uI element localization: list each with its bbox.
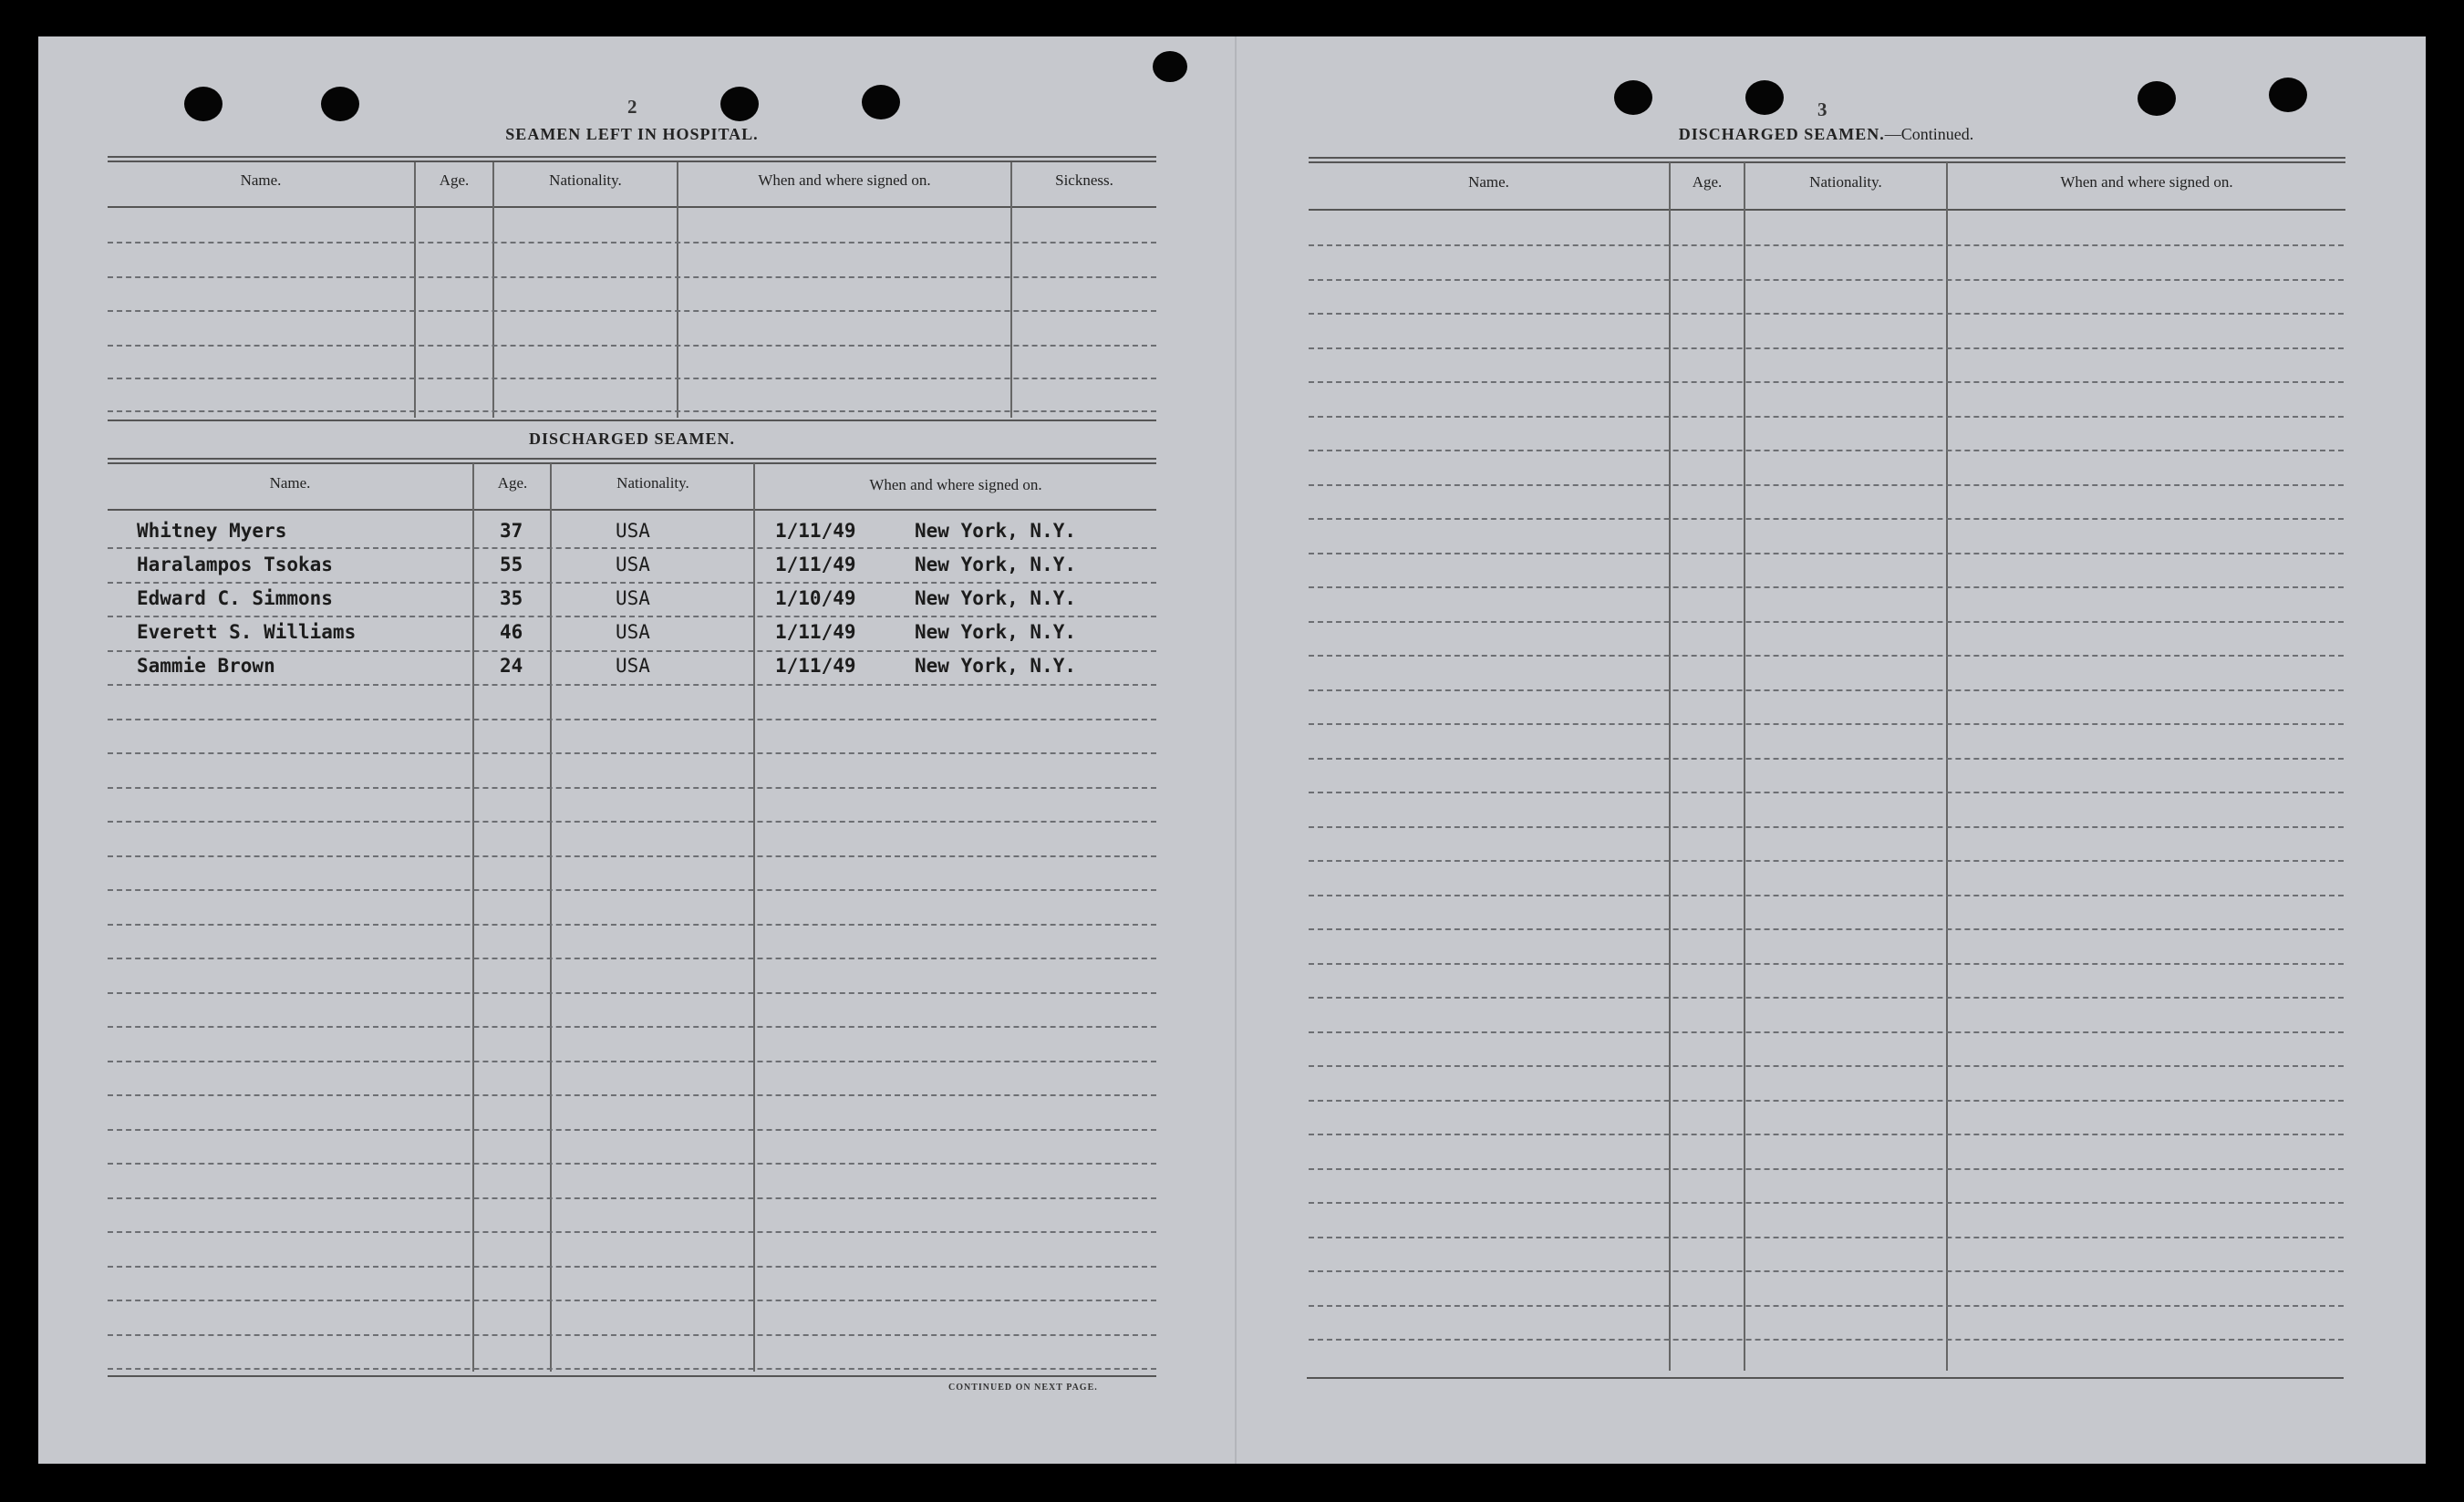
continued-row-line: [1309, 758, 2344, 760]
punch-hole: [1745, 80, 1784, 115]
discharged-header-name: Name.: [269, 474, 311, 492]
discharged-continued-title-text: DISCHARGED SEAMEN.: [1678, 125, 1885, 143]
hospital-header-age: Age.: [439, 171, 470, 189]
seaman-name: Sammie Brown: [137, 655, 275, 677]
seaman-age: 35: [500, 587, 523, 609]
hospital-row-line: [108, 276, 1156, 278]
discharged-row-line: [108, 582, 1156, 584]
seaman-nationality: USA: [616, 621, 650, 643]
discharged-header-signed-on: When and where signed on.: [869, 476, 1042, 493]
right-header-signed-on: When and where signed on.: [2060, 173, 2233, 191]
hospital-row-line: [108, 410, 1156, 412]
discharged-row-line: [108, 1094, 1156, 1096]
hospital-bottom-rule: [108, 420, 1156, 421]
discharged-bottom-rule: [108, 1375, 1156, 1377]
discharged-continued-suffix: —Continued.: [1884, 125, 1974, 143]
continued-row-line: [1309, 860, 2344, 862]
hospital-header-rule: [108, 206, 1156, 208]
seaman-signed-date: 1/11/49: [775, 520, 856, 542]
continued-row-line: [1309, 416, 2344, 418]
continued-row-line: [1309, 1065, 2344, 1067]
hospital-header-name: Name.: [240, 171, 282, 189]
seaman-signed-place: New York, N.Y.: [915, 621, 1077, 643]
continued-row-line: [1309, 381, 2344, 383]
discharged-row-line: [108, 1163, 1156, 1165]
right-header-rule: [1309, 209, 2345, 211]
seaman-age: 37: [500, 520, 523, 542]
discharged-col-divider: [753, 463, 755, 1372]
hospital-row-line: [108, 310, 1156, 312]
continued-row-line: [1309, 792, 2344, 793]
continued-note: CONTINUED ON NEXT PAGE.: [948, 1383, 1098, 1393]
seaman-signed-place: New York, N.Y.: [915, 554, 1077, 575]
right-col-divider: [1669, 162, 1671, 1371]
discharged-row-line: [108, 855, 1156, 857]
discharged-header-age: Age.: [497, 474, 528, 492]
continued-row-line: [1309, 1339, 2344, 1341]
seaman-signed-date: 1/10/49: [775, 587, 856, 609]
continued-row-line: [1309, 586, 2344, 588]
seaman-age: 55: [500, 554, 523, 575]
punch-hole: [862, 85, 900, 119]
discharged-col-divider: [472, 463, 474, 1372]
continued-row-line: [1309, 928, 2344, 930]
seaman-nationality: USA: [616, 554, 650, 575]
discharged-row-line: [108, 821, 1156, 823]
hospital-row-line: [108, 242, 1156, 243]
continued-row-line: [1309, 1031, 2344, 1033]
hospital-col-divider: [414, 162, 416, 418]
discharged-col-divider: [550, 463, 552, 1372]
continued-row-line: [1309, 689, 2344, 691]
right-header-age: Age.: [1692, 173, 1723, 191]
continued-row-line: [1309, 1305, 2344, 1307]
discharged-row-line: [108, 719, 1156, 720]
hospital-col-divider: [492, 162, 494, 418]
seaman-nationality: USA: [616, 587, 650, 609]
hospital-header-nationality: Nationality.: [549, 171, 622, 189]
document-sheet: [38, 36, 2426, 1464]
discharged-row-line: [108, 1368, 1156, 1370]
punch-hole: [321, 87, 359, 121]
discharged-row-line: [108, 1061, 1156, 1062]
continued-row-line: [1309, 826, 2344, 828]
discharged-header-rule: [108, 509, 1156, 511]
hospital-row-line: [108, 378, 1156, 379]
hospital-row-line: [108, 345, 1156, 347]
discharged-header-nationality: Nationality.: [616, 474, 689, 492]
continued-row-line: [1309, 621, 2344, 623]
discharged-top-rule: [108, 458, 1156, 464]
continued-row-line: [1309, 450, 2344, 451]
continued-row-line: [1309, 484, 2344, 486]
right-col-divider: [1946, 162, 1948, 1371]
discharged-row-line: [108, 650, 1156, 652]
discharged-row-line: [108, 547, 1156, 549]
continued-row-line: [1309, 997, 2344, 999]
page-fold: [1235, 36, 1237, 1464]
continued-row-line: [1309, 963, 2344, 965]
continued-row-line: [1309, 518, 2344, 520]
continued-row-line: [1309, 895, 2344, 896]
right-bottom-rule: [1307, 1377, 2344, 1379]
seaman-signed-date: 1/11/49: [775, 554, 856, 575]
hospital-col-divider: [1010, 162, 1012, 418]
punch-hole: [184, 87, 223, 121]
seaman-signed-place: New York, N.Y.: [915, 587, 1077, 609]
continued-row-line: [1309, 244, 2344, 246]
hospital-header-sickness: Sickness.: [1055, 171, 1113, 189]
discharged-row-line: [108, 684, 1156, 686]
continued-row-line: [1309, 279, 2344, 281]
punch-hole: [1153, 51, 1187, 82]
discharged-row-line: [108, 1300, 1156, 1301]
discharged-row-line: [108, 958, 1156, 959]
discharged-section-title: DISCHARGED SEAMEN.: [528, 430, 736, 448]
discharged-continued-title: [1309, 125, 2344, 144]
continued-row-line: [1309, 1237, 2344, 1238]
continued-row-line: [1309, 723, 2344, 725]
right-header-nationality: Nationality.: [1809, 173, 1882, 191]
seaman-nationality: USA: [616, 520, 650, 542]
seaman-signed-place: New York, N.Y.: [915, 655, 1077, 677]
seaman-name: Haralampos Tsokas: [137, 554, 333, 575]
continued-row-line: [1309, 553, 2344, 554]
continued-row-line: [1309, 655, 2344, 657]
page-number-right: 3: [1817, 98, 1827, 120]
discharged-row-line: [108, 1231, 1156, 1233]
continued-row-line: [1309, 1168, 2344, 1170]
discharged-row-line: [108, 1266, 1156, 1268]
discharged-row-line: [108, 1129, 1156, 1131]
continued-row-line: [1309, 313, 2344, 315]
seaman-name: Edward C. Simmons: [137, 587, 333, 609]
discharged-row-line: [108, 616, 1156, 617]
discharged-row-line: [108, 992, 1156, 994]
right-header-name: Name.: [1468, 173, 1509, 191]
discharged-row-line: [108, 752, 1156, 754]
punch-hole: [720, 87, 759, 121]
right-col-divider: [1744, 162, 1745, 1371]
continued-row-line: [1309, 1134, 2344, 1135]
continued-row-line: [1309, 1100, 2344, 1102]
punch-hole: [1614, 80, 1652, 115]
seaman-signed-date: 1/11/49: [775, 655, 856, 677]
right-top-rule: [1309, 157, 2345, 163]
seaman-age: 46: [500, 621, 523, 643]
punch-hole: [2269, 78, 2307, 112]
seaman-signed-date: 1/11/49: [775, 621, 856, 643]
seaman-signed-place: New York, N.Y.: [915, 520, 1077, 542]
continued-row-line: [1309, 1270, 2344, 1272]
discharged-row-line: [108, 1334, 1156, 1336]
discharged-row-line: [108, 1026, 1156, 1028]
continued-row-line: [1309, 347, 2344, 349]
discharged-row-line: [108, 924, 1156, 926]
punch-hole: [2138, 81, 2176, 116]
seaman-name: Whitney Myers: [137, 520, 287, 542]
discharged-row-line: [108, 1197, 1156, 1199]
hospital-section-title: SEAMEN LEFT IN HOSPITAL.: [505, 125, 759, 143]
seaman-name: Everett S. Williams: [137, 621, 357, 643]
seaman-nationality: USA: [616, 655, 650, 677]
discharged-row-line: [108, 889, 1156, 891]
discharged-row-line: [108, 787, 1156, 789]
hospital-top-rule: [108, 156, 1156, 162]
hospital-header-signed-on: When and where signed on.: [758, 171, 931, 189]
seaman-age: 24: [500, 655, 523, 677]
continued-row-line: [1309, 1202, 2344, 1204]
page-number-left: 2: [627, 96, 637, 118]
hospital-col-divider: [677, 162, 678, 418]
